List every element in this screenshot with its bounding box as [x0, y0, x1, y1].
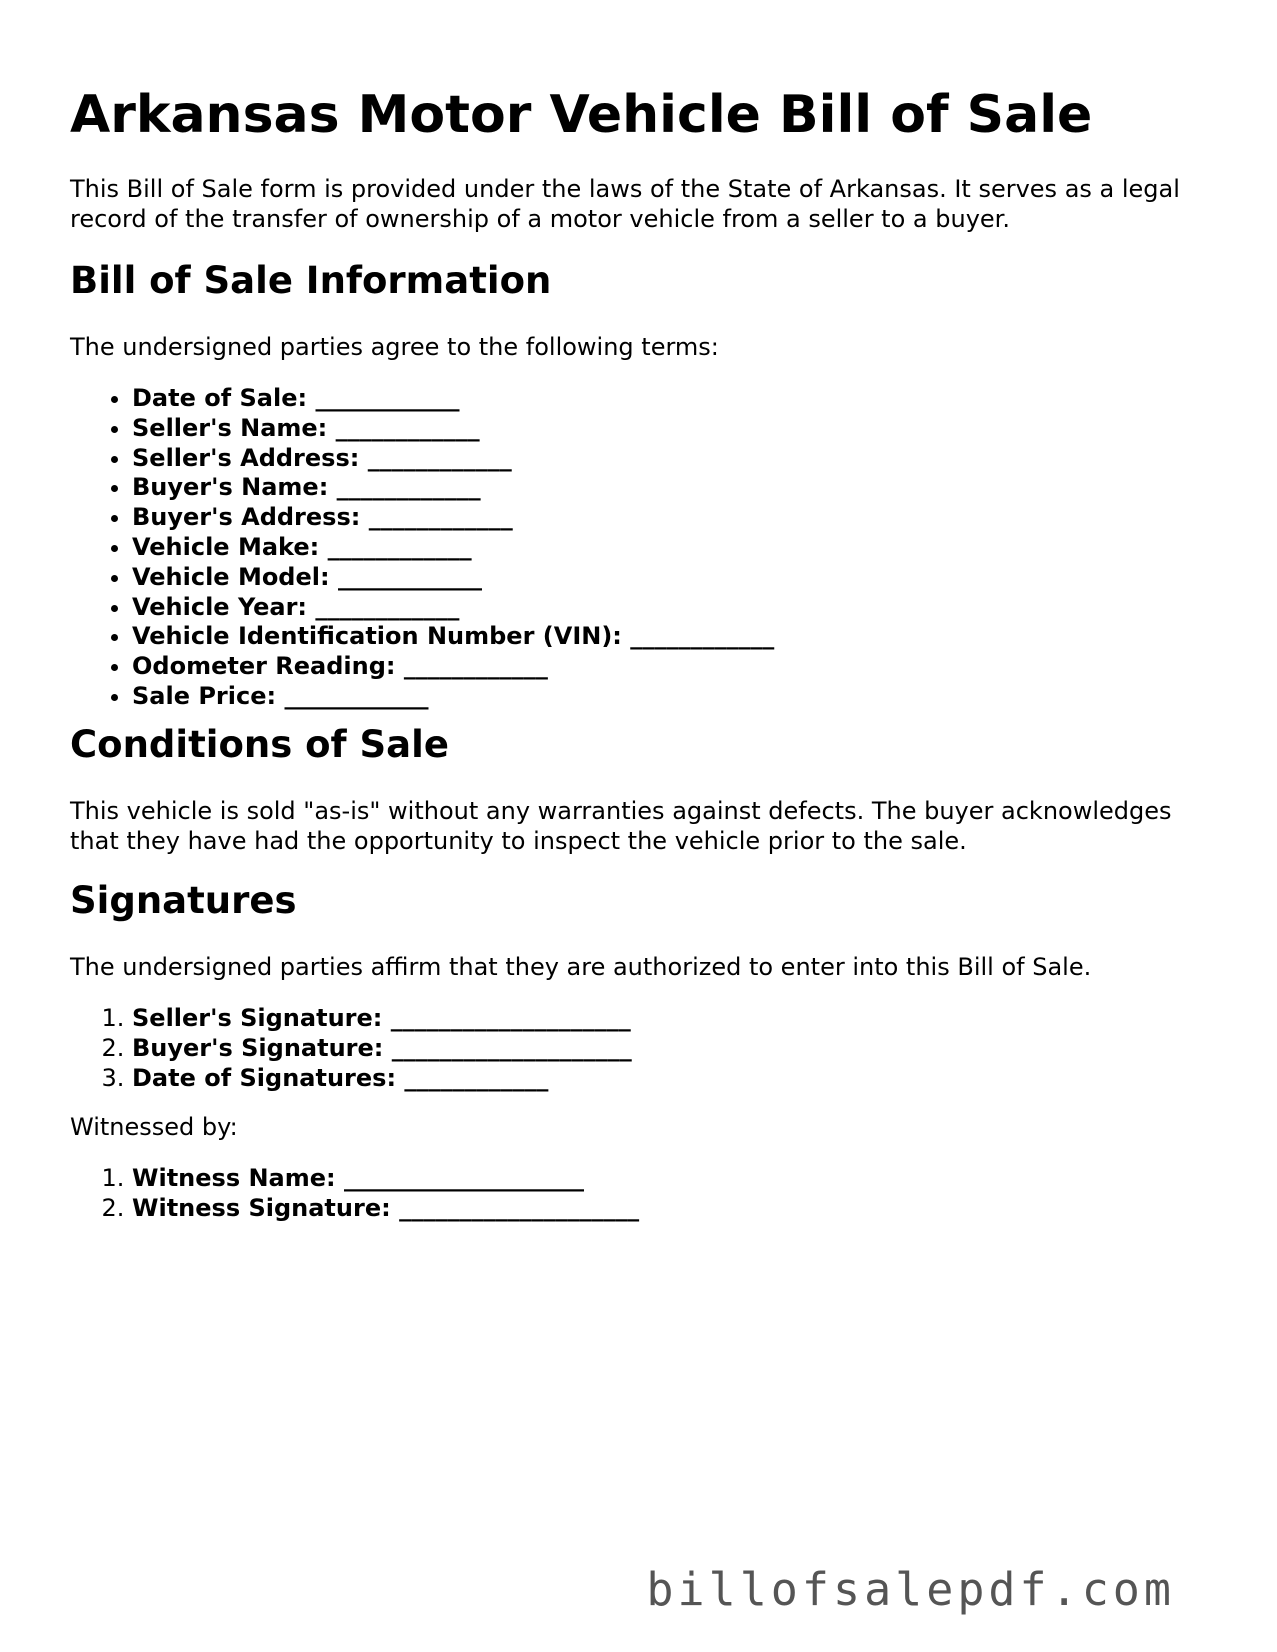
field-label: Odometer Reading: [132, 652, 396, 681]
witness-name-line [132, 1164, 639, 1194]
witness-signature-line [132, 1194, 639, 1224]
signature-blank[interactable]: ____________ [404, 1063, 549, 1092]
field-vehicle-year [132, 593, 774, 623]
signature-label: Buyer's Signature: [132, 1033, 384, 1062]
field-vehicle-make [132, 533, 774, 563]
field-label: Buyer's Name: [132, 473, 329, 502]
signature-blank[interactable]: ____________________ [390, 1004, 631, 1032]
field-label: Buyer's Address: [132, 503, 361, 532]
field-blank[interactable]: ____________ [403, 652, 548, 681]
field-label: Seller's Address: [132, 443, 360, 472]
field-label: Date of Sale: [132, 384, 308, 412]
field-label: Vehicle Identification Number (VIN): [132, 622, 622, 651]
witness-blank[interactable]: ____________________ [343, 1164, 584, 1192]
field-odometer-reading [132, 652, 774, 682]
field-blank[interactable]: ____________ [337, 562, 482, 591]
field-blank[interactable]: ____________ [336, 473, 481, 502]
conditions-section-heading: Conditions of Sale [70, 723, 449, 766]
signatures-section-lead: The undersigned parties affirm that they are authorized to enter into this Bill of Sale. [70, 953, 1092, 981]
witness-lead: Witnessed by: [70, 1113, 238, 1141]
field-label: Sale Price: [132, 681, 277, 710]
field-sale-price [132, 682, 774, 712]
info-section-heading: Bill of Sale Information [70, 259, 552, 302]
field-seller-address [132, 444, 774, 474]
signature-label: Date of Signatures: [132, 1063, 397, 1092]
field-blank[interactable]: ____________ [315, 384, 460, 412]
field-blank[interactable]: ____________ [335, 413, 480, 442]
info-section-lead: The undersigned parties agree to the following terms: [70, 333, 719, 361]
signature-label: Seller's Signature: [132, 1004, 383, 1032]
field-blank[interactable]: ____________ [368, 503, 513, 532]
signature-blank[interactable]: ____________________ [391, 1033, 632, 1062]
field-vin [132, 622, 774, 652]
field-blank[interactable]: ____________ [327, 532, 472, 561]
field-label: Vehicle Model: [132, 562, 330, 591]
field-blank[interactable]: ____________ [315, 592, 460, 621]
sale-fields-list [70, 384, 774, 712]
field-seller-name [132, 414, 774, 444]
field-buyer-name [132, 473, 774, 503]
buyer-signature-line [132, 1034, 632, 1064]
seller-signature-line [132, 1004, 632, 1034]
witness-blank[interactable]: ____________________ [399, 1193, 640, 1222]
field-blank[interactable]: ____________ [367, 443, 512, 472]
intro-paragraph: This Bill of Sale form is provided under the laws of the State of Arkansas. It serves as a legal record of the transfer of ownership of a motor vehicle from a seller to a buyer. [70, 175, 1180, 233]
field-label: Vehicle Make: [132, 532, 320, 561]
witness-label: Witness Signature: [132, 1193, 391, 1222]
date-of-signatures-line [132, 1064, 632, 1094]
field-vehicle-model [132, 563, 774, 593]
field-blank[interactable]: ____________ [284, 681, 429, 710]
signatures-list [70, 1004, 632, 1093]
site-watermark: billofsalepdf.com [646, 1563, 1175, 1616]
witness-list [70, 1164, 639, 1224]
conditions-paragraph: This vehicle is sold "as-is" without any warranties against defects. The buyer acknowledges that they have had the opportunity to inspect the vehicle prior to the sale. [70, 797, 1172, 855]
field-blank[interactable]: ____________ [630, 622, 775, 651]
field-label: Vehicle Year: [132, 592, 308, 621]
witness-label: Witness Name: [132, 1164, 336, 1192]
signatures-section-heading: Signatures [70, 879, 297, 922]
field-date-of-sale [132, 384, 774, 414]
field-buyer-address [132, 503, 774, 533]
document-title: Arkansas Motor Vehicle Bill of Sale [70, 85, 1093, 145]
field-label: Seller's Name: [132, 413, 328, 442]
